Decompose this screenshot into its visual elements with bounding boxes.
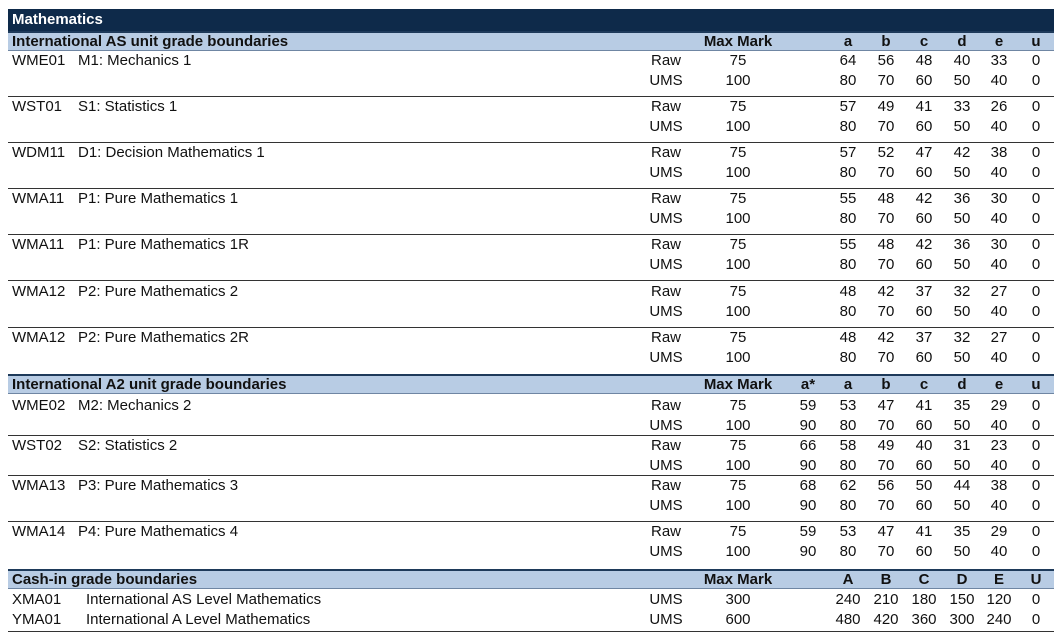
grade-value: 0 bbox=[1031, 190, 1041, 207]
grade-value: 0 bbox=[1031, 72, 1041, 89]
grade-header: u bbox=[1031, 376, 1041, 393]
section-heading: International AS unit grade boundaries bbox=[12, 33, 289, 50]
grade-value: 62 bbox=[839, 477, 857, 494]
grade-value: 0 bbox=[1031, 236, 1041, 253]
grade-value: 80 bbox=[839, 349, 857, 366]
unit-block bbox=[8, 396, 1054, 436]
grade-value: 90 bbox=[799, 417, 817, 434]
grade-value: 40 bbox=[990, 457, 1008, 474]
max-mark-header: Max Mark bbox=[703, 571, 773, 588]
grade-value: 53 bbox=[839, 397, 857, 414]
grade-value: 70 bbox=[877, 210, 895, 227]
max-mark: 75 bbox=[729, 477, 747, 494]
grade-value: 420 bbox=[873, 611, 899, 628]
mark-type: UMS bbox=[649, 164, 683, 181]
grade-value: 50 bbox=[953, 256, 971, 273]
grade-value: 57 bbox=[839, 98, 857, 115]
max-mark: 75 bbox=[729, 144, 747, 161]
grade-value: 38 bbox=[990, 477, 1008, 494]
unit-name: D1: Decision Mathematics 1 bbox=[78, 144, 265, 161]
mark-type: Raw bbox=[650, 477, 681, 494]
grade-value: 120 bbox=[986, 591, 1012, 608]
grade-value: 50 bbox=[953, 303, 971, 320]
table-row bbox=[8, 189, 1054, 209]
max-mark: 100 bbox=[725, 349, 751, 366]
unit-code: WST02 bbox=[12, 437, 63, 454]
grade-value: 40 bbox=[990, 164, 1008, 181]
grade-value: 80 bbox=[839, 417, 857, 434]
grade-value: 47 bbox=[877, 523, 895, 540]
grade-value: 59 bbox=[799, 523, 817, 540]
grade-value: 60 bbox=[915, 72, 933, 89]
grade-value: 68 bbox=[799, 477, 817, 494]
grade-value: 36 bbox=[953, 236, 971, 253]
mark-type: Raw bbox=[650, 52, 681, 69]
grade-header: D bbox=[956, 571, 968, 588]
unit-block bbox=[8, 522, 1054, 568]
grade-value: 70 bbox=[877, 72, 895, 89]
grade-value: 50 bbox=[953, 72, 971, 89]
grade-value: 41 bbox=[915, 397, 933, 414]
grade-value: 31 bbox=[953, 437, 971, 454]
grade-value: 48 bbox=[839, 283, 857, 300]
grade-value: 42 bbox=[877, 283, 895, 300]
grade-value: 27 bbox=[990, 283, 1008, 300]
grade-value: 30 bbox=[990, 236, 1008, 253]
grade-value: 42 bbox=[915, 190, 933, 207]
unit-code: WMA12 bbox=[12, 283, 66, 300]
max-mark: 100 bbox=[725, 303, 751, 320]
section-header bbox=[8, 31, 1054, 51]
unit-name: P2: Pure Mathematics 2R bbox=[78, 329, 249, 346]
grade-value: 48 bbox=[839, 329, 857, 346]
max-mark: 75 bbox=[729, 437, 747, 454]
max-mark: 100 bbox=[725, 118, 751, 135]
grade-value: 40 bbox=[953, 52, 971, 69]
max-mark-header: Max Mark bbox=[703, 376, 773, 393]
table-row bbox=[8, 117, 1054, 137]
grade-value: 60 bbox=[915, 457, 933, 474]
grade-value: 27 bbox=[990, 329, 1008, 346]
grade-value: 80 bbox=[839, 118, 857, 135]
grade-value: 70 bbox=[877, 349, 895, 366]
grade-value: 66 bbox=[799, 437, 817, 454]
grade-header: b bbox=[881, 33, 891, 50]
grade-value: 80 bbox=[839, 72, 857, 89]
grade-header: u bbox=[1031, 33, 1041, 50]
grade-value: 41 bbox=[915, 523, 933, 540]
grade-value: 240 bbox=[835, 591, 861, 608]
grade-value: 47 bbox=[915, 144, 933, 161]
mark-type: Raw bbox=[650, 236, 681, 253]
grade-header: a bbox=[843, 33, 853, 50]
section-heading: Cash-in grade boundaries bbox=[12, 571, 198, 588]
unit-name: P1: Pure Mathematics 1 bbox=[78, 190, 239, 207]
unit-block bbox=[8, 282, 1054, 328]
grade-value: 80 bbox=[839, 303, 857, 320]
grade-value: 47 bbox=[877, 397, 895, 414]
grade-header: d bbox=[957, 33, 967, 50]
grade-value: 40 bbox=[990, 303, 1008, 320]
grade-value: 70 bbox=[877, 256, 895, 273]
grade-value: 80 bbox=[839, 210, 857, 227]
mark-type: UMS bbox=[649, 417, 683, 434]
grade-value: 70 bbox=[877, 164, 895, 181]
grade-value: 80 bbox=[839, 457, 857, 474]
grade-value: 29 bbox=[990, 397, 1008, 414]
section-header-row bbox=[8, 33, 1054, 50]
table-row bbox=[8, 143, 1054, 163]
unit-code: WMA13 bbox=[12, 477, 66, 494]
table-row bbox=[8, 476, 1054, 496]
unit-name: S2: Statistics 2 bbox=[78, 437, 178, 454]
mark-type: Raw bbox=[650, 397, 681, 414]
table-row bbox=[8, 496, 1054, 516]
grade-value: 40 bbox=[990, 210, 1008, 227]
mark-type: Raw bbox=[650, 283, 681, 300]
grade-value: 33 bbox=[990, 52, 1008, 69]
unit-code: WME01 bbox=[12, 52, 66, 69]
max-mark: 75 bbox=[729, 236, 747, 253]
grade-value: 55 bbox=[839, 190, 857, 207]
grade-value: 37 bbox=[915, 329, 933, 346]
unit-code: WME02 bbox=[12, 397, 66, 414]
grade-value: 360 bbox=[911, 611, 937, 628]
max-mark: 100 bbox=[725, 457, 751, 474]
max-mark: 100 bbox=[725, 543, 751, 560]
grade-value: 0 bbox=[1031, 497, 1041, 514]
table-row bbox=[8, 282, 1054, 302]
grade-value: 42 bbox=[877, 329, 895, 346]
grade-value: 41 bbox=[915, 98, 933, 115]
grade-value: 0 bbox=[1031, 164, 1041, 181]
grade-value: 90 bbox=[799, 543, 817, 560]
mark-type: Raw bbox=[650, 144, 681, 161]
grade-value: 60 bbox=[915, 256, 933, 273]
unit-block bbox=[8, 97, 1054, 143]
unit-code: WST01 bbox=[12, 98, 63, 115]
unit-block bbox=[8, 189, 1054, 235]
mark-type: UMS bbox=[649, 256, 683, 273]
grade-header: c bbox=[919, 33, 929, 50]
unit-name: P4: Pure Mathematics 4 bbox=[78, 523, 239, 540]
grade-value: 55 bbox=[839, 236, 857, 253]
grade-header: A bbox=[842, 571, 854, 588]
max-mark: 100 bbox=[725, 210, 751, 227]
unit-name: S1: Statistics 1 bbox=[78, 98, 178, 115]
grade-header: e bbox=[994, 376, 1004, 393]
grade-value: 480 bbox=[835, 611, 861, 628]
max-mark: 75 bbox=[729, 190, 747, 207]
grade-value: 53 bbox=[839, 523, 857, 540]
table-row bbox=[8, 163, 1054, 183]
unit-code: WMA14 bbox=[12, 523, 66, 540]
grade-value: 50 bbox=[953, 417, 971, 434]
grade-header: d bbox=[957, 376, 967, 393]
grade-header: C bbox=[918, 571, 930, 588]
grade-header: e bbox=[994, 33, 1004, 50]
table-row bbox=[8, 436, 1054, 456]
grade-value: 40 bbox=[990, 543, 1008, 560]
grade-value: 42 bbox=[953, 144, 971, 161]
max-mark: 100 bbox=[725, 256, 751, 273]
grade-value: 23 bbox=[990, 437, 1008, 454]
unit-name: M1: Mechanics 1 bbox=[78, 52, 192, 69]
max-mark: 75 bbox=[729, 283, 747, 300]
grade-value: 70 bbox=[877, 303, 895, 320]
max-mark: 75 bbox=[729, 523, 747, 540]
table-row bbox=[8, 542, 1054, 562]
grade-value: 0 bbox=[1031, 591, 1041, 608]
grade-value: 38 bbox=[990, 144, 1008, 161]
grade-value: 150 bbox=[949, 591, 975, 608]
table-row bbox=[8, 396, 1054, 416]
unit-block bbox=[8, 328, 1054, 374]
max-mark: 100 bbox=[725, 497, 751, 514]
grade-value: 70 bbox=[877, 118, 895, 135]
grade-value: 49 bbox=[877, 98, 895, 115]
grade-value: 48 bbox=[877, 236, 895, 253]
grade-value: 70 bbox=[877, 497, 895, 514]
grade-value: 0 bbox=[1031, 256, 1041, 273]
grade-value: 90 bbox=[799, 457, 817, 474]
unit-block bbox=[8, 235, 1054, 281]
grade-value: 70 bbox=[877, 417, 895, 434]
grade-value: 40 bbox=[990, 497, 1008, 514]
grade-value: 33 bbox=[953, 98, 971, 115]
unit-name: M2: Mechanics 2 bbox=[78, 397, 192, 414]
grade-value: 32 bbox=[953, 329, 971, 346]
table-row bbox=[8, 610, 1054, 630]
grade-value: 35 bbox=[953, 397, 971, 414]
grade-value: 42 bbox=[915, 236, 933, 253]
grade-value: 240 bbox=[986, 611, 1012, 628]
table-bottom-rule bbox=[8, 631, 1054, 632]
max-mark: 75 bbox=[729, 98, 747, 115]
table-row bbox=[8, 416, 1054, 436]
grade-value: 70 bbox=[877, 457, 895, 474]
grade-value: 60 bbox=[915, 303, 933, 320]
table-row bbox=[8, 97, 1054, 117]
grade-value: 50 bbox=[953, 164, 971, 181]
table-row bbox=[8, 328, 1054, 348]
grade-value: 57 bbox=[839, 144, 857, 161]
table-row bbox=[8, 590, 1054, 610]
grade-value: 40 bbox=[990, 349, 1008, 366]
grade-value: 58 bbox=[839, 437, 857, 454]
mark-type: UMS bbox=[649, 591, 683, 608]
grade-value: 64 bbox=[839, 52, 857, 69]
unit-block bbox=[8, 610, 1054, 630]
max-mark: 600 bbox=[725, 611, 751, 628]
mark-type: UMS bbox=[649, 497, 683, 514]
mark-type: UMS bbox=[649, 611, 683, 628]
grade-value: 29 bbox=[990, 523, 1008, 540]
grade-value: 56 bbox=[877, 52, 895, 69]
grade-value: 0 bbox=[1031, 210, 1041, 227]
table-row bbox=[8, 235, 1054, 255]
grade-value: 50 bbox=[953, 543, 971, 560]
grade-value: 0 bbox=[1031, 283, 1041, 300]
unit-code: WMA12 bbox=[12, 329, 66, 346]
grade-value: 50 bbox=[953, 349, 971, 366]
grade-value: 40 bbox=[990, 118, 1008, 135]
max-mark: 100 bbox=[725, 164, 751, 181]
table-row bbox=[8, 209, 1054, 229]
grade-value: 80 bbox=[839, 164, 857, 181]
grade-value: 60 bbox=[915, 543, 933, 560]
unit-block bbox=[8, 436, 1054, 476]
grade-value: 60 bbox=[915, 417, 933, 434]
section-heading: International A2 unit grade boundaries bbox=[12, 376, 287, 393]
mark-type: UMS bbox=[649, 303, 683, 320]
mark-type: UMS bbox=[649, 210, 683, 227]
unit-block bbox=[8, 476, 1054, 522]
grade-value: 35 bbox=[953, 523, 971, 540]
mark-type: UMS bbox=[649, 543, 683, 560]
grade-value: 26 bbox=[990, 98, 1008, 115]
grade-value: 60 bbox=[915, 118, 933, 135]
grade-value: 60 bbox=[915, 497, 933, 514]
max-mark: 300 bbox=[725, 591, 751, 608]
grade-value: 30 bbox=[990, 190, 1008, 207]
max-mark: 75 bbox=[729, 329, 747, 346]
mark-type: UMS bbox=[649, 118, 683, 135]
grade-value: 0 bbox=[1031, 52, 1041, 69]
table-row bbox=[8, 255, 1054, 275]
max-mark: 100 bbox=[725, 72, 751, 89]
unit-name: International AS Level Mathematics bbox=[86, 591, 322, 608]
grade-value: 37 bbox=[915, 283, 933, 300]
grade-value: 50 bbox=[953, 457, 971, 474]
grade-value: 70 bbox=[877, 543, 895, 560]
grade-value: 0 bbox=[1031, 303, 1041, 320]
unit-name: P3: Pure Mathematics 3 bbox=[78, 477, 239, 494]
unit-block bbox=[8, 590, 1054, 610]
unit-name: International A Level Mathematics bbox=[86, 611, 311, 628]
grade-value: 40 bbox=[990, 417, 1008, 434]
unit-name: P1: Pure Mathematics 1R bbox=[78, 236, 249, 253]
grade-value: 50 bbox=[953, 118, 971, 135]
table-row bbox=[8, 302, 1054, 322]
grade-value: 80 bbox=[839, 543, 857, 560]
grade-value: 50 bbox=[953, 497, 971, 514]
unit-block bbox=[8, 51, 1054, 97]
grade-value: 32 bbox=[953, 283, 971, 300]
section-header-row bbox=[8, 376, 1054, 393]
grade-value: 210 bbox=[873, 591, 899, 608]
unit-code: WMA11 bbox=[12, 236, 65, 253]
grade-header: a* bbox=[800, 376, 816, 393]
grade-header: b bbox=[881, 376, 891, 393]
unit-code: WDM11 bbox=[12, 144, 66, 161]
grade-header: a bbox=[843, 376, 853, 393]
unit-code: XMA01 bbox=[12, 591, 62, 608]
grade-value: 36 bbox=[953, 190, 971, 207]
mark-type: Raw bbox=[650, 437, 681, 454]
grade-value: 0 bbox=[1031, 457, 1041, 474]
grade-value: 0 bbox=[1031, 349, 1041, 366]
grade-value: 60 bbox=[915, 164, 933, 181]
grade-value: 49 bbox=[877, 437, 895, 454]
page-title: Mathematics bbox=[8, 9, 1054, 31]
grade-value: 48 bbox=[915, 52, 933, 69]
grade-value: 0 bbox=[1031, 611, 1041, 628]
grade-value: 0 bbox=[1031, 543, 1041, 560]
mark-type: UMS bbox=[649, 349, 683, 366]
section-header bbox=[8, 569, 1054, 589]
grade-value: 80 bbox=[839, 497, 857, 514]
grade-value: 0 bbox=[1031, 523, 1041, 540]
grade-value: 50 bbox=[915, 477, 933, 494]
max-mark: 75 bbox=[729, 397, 747, 414]
mark-type: Raw bbox=[650, 190, 681, 207]
grade-value: 0 bbox=[1031, 397, 1041, 414]
grade-value: 60 bbox=[915, 349, 933, 366]
grade-value: 59 bbox=[799, 397, 817, 414]
grade-value: 0 bbox=[1031, 329, 1041, 346]
grade-value: 48 bbox=[877, 190, 895, 207]
max-mark: 75 bbox=[729, 52, 747, 69]
grade-header: E bbox=[993, 571, 1004, 588]
grade-header: B bbox=[880, 571, 892, 588]
section-header bbox=[8, 374, 1054, 394]
grade-value: 0 bbox=[1031, 477, 1041, 494]
max-mark-header: Max Mark bbox=[703, 33, 773, 50]
grade-value: 0 bbox=[1031, 417, 1041, 434]
mark-type: Raw bbox=[650, 523, 681, 540]
grade-value: 0 bbox=[1031, 437, 1041, 454]
mark-type: Raw bbox=[650, 98, 681, 115]
table-row bbox=[8, 51, 1054, 71]
grade-value: 180 bbox=[911, 591, 937, 608]
unit-code: YMA01 bbox=[12, 611, 62, 628]
section-header-row bbox=[8, 571, 1054, 588]
grade-value: 40 bbox=[990, 72, 1008, 89]
mark-type: Raw bbox=[650, 329, 681, 346]
grade-value: 44 bbox=[953, 477, 971, 494]
mark-type: UMS bbox=[649, 457, 683, 474]
mark-type: UMS bbox=[649, 72, 683, 89]
max-mark: 100 bbox=[725, 417, 751, 434]
unit-name: P2: Pure Mathematics 2 bbox=[78, 283, 239, 300]
table-row bbox=[8, 348, 1054, 368]
unit-block bbox=[8, 143, 1054, 189]
unit-code: WMA11 bbox=[12, 190, 65, 207]
grade-value: 40 bbox=[915, 437, 933, 454]
grade-value: 52 bbox=[877, 144, 895, 161]
table-row bbox=[8, 71, 1054, 91]
grade-header: c bbox=[919, 376, 929, 393]
grade-value: 0 bbox=[1031, 144, 1041, 161]
table-row bbox=[8, 522, 1054, 542]
grade-value: 80 bbox=[839, 256, 857, 273]
grade-value: 90 bbox=[799, 497, 817, 514]
table-row bbox=[8, 456, 1054, 476]
grade-header: U bbox=[1030, 571, 1042, 588]
grade-value: 0 bbox=[1031, 118, 1041, 135]
grade-value: 56 bbox=[877, 477, 895, 494]
grade-value: 40 bbox=[990, 256, 1008, 273]
grade-value: 50 bbox=[953, 210, 971, 227]
grade-value: 300 bbox=[949, 611, 975, 628]
grade-value: 60 bbox=[915, 210, 933, 227]
grade-value: 0 bbox=[1031, 98, 1041, 115]
